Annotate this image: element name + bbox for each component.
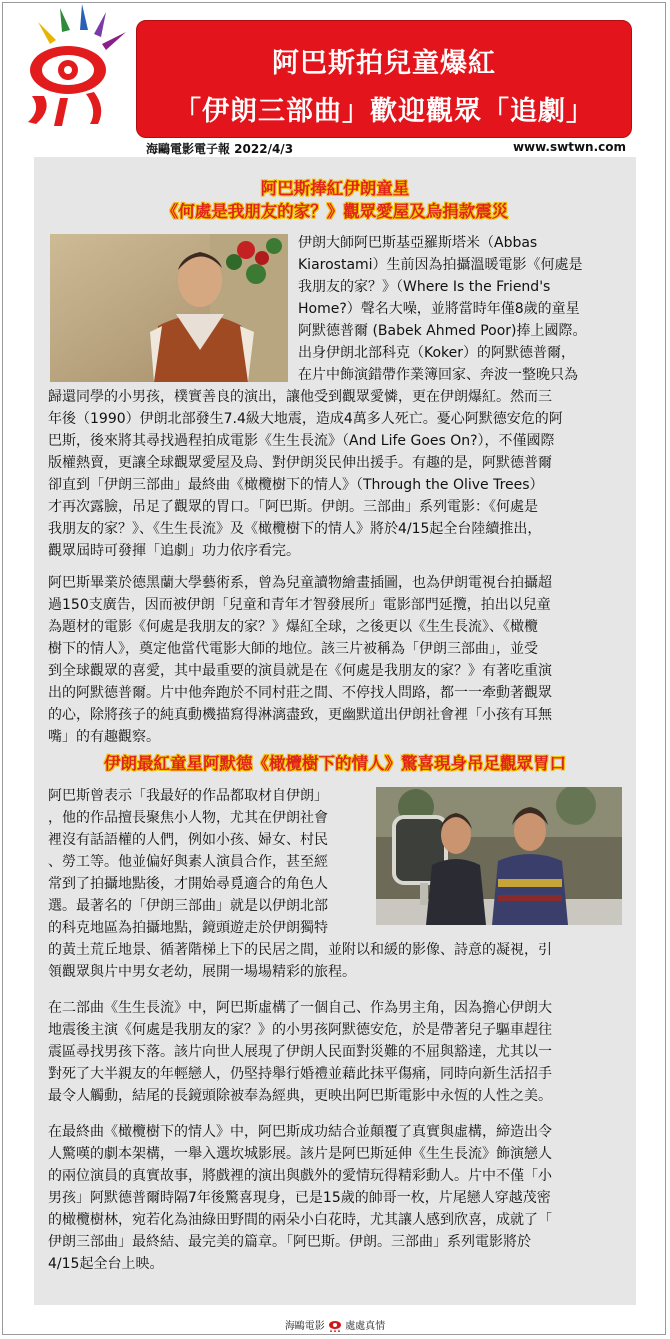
text-line: 嘴」的有趣觀察。	[48, 729, 160, 745]
text-line: 領觀眾與片中男女老幼，展開一場場精彩的旅程。	[48, 964, 356, 980]
text-line: ，他的作品擅長聚焦小人物，尤其在伊朗社會	[48, 810, 328, 826]
section1-full-text	[48, 386, 632, 562]
text-line: Kiarostami）生前因為拍攝溫暖電影《何處是	[298, 257, 583, 273]
text-line: 伊朗三部曲」最終結、最完美的篇章。「阿巴斯。伊朗。三部曲」系列電影將於	[48, 1234, 531, 1250]
headline-1-line2: 《何處是我朋友的家？》觀眾愛屋及烏捐款震災	[161, 202, 509, 221]
section5-text	[48, 1121, 632, 1275]
text-line: 的心，除將孩子的純真動機描寫得淋漓盡致，更幽默道出伊朗社會裡「小孩有耳無	[48, 707, 552, 723]
text-line: 巴斯，後來將其尋找過程拍成電影《生生長流》（And Life Goes On?），不僅國際	[48, 433, 555, 449]
text-line: 人驚嘆的劇本架構，一舉入選坎城影展。該片是阿巴斯延伸《生生長流》飾演戀人	[48, 1146, 552, 1162]
text-line: 到全球觀眾的喜愛，其中最重要的演員就是在《何處是我朋友的家？》有著吃重演	[48, 663, 552, 679]
website-url[interactable]: www.swtwn.com	[512, 140, 626, 154]
text-line: 歸還同學的小男孩，樸實善良的演出，讓他受到觀眾愛憐，更在伊朗爆紅。然而三	[48, 389, 552, 405]
text-line: 出身伊朗北部科克（Koker）的阿默德普爾，	[298, 345, 576, 361]
text-line: 觀眾屆時可發揮「追劇」功力依序看完。	[48, 543, 300, 559]
headline-2: 伊朗最紅童星阿默德《橄欖樹下的情人》驚喜現身吊足觀眾胃口	[104, 754, 566, 773]
text-line: 樹下的情人》，奠定他當代電影大師的地位。該三片被稱為「伊朗三部曲」，並受	[48, 641, 538, 657]
text-line: 卻直到「伊朗三部曲」最終曲《橄欖樹下的情人》（Through the Olive Trees）	[48, 477, 544, 493]
text-line: 、勞工等。他並偏好與素人演員合作，甚至經	[48, 854, 328, 870]
text-line: 的橄欖樹林，宛若化為油綠田野間的兩朵小白花時，尤其讓人感到欣喜，成就了「	[48, 1212, 552, 1228]
two-actors-photo	[376, 787, 622, 925]
seagull-logo-icon	[2, 0, 142, 130]
text-line: 年後（1990）伊朗北部發生7.4級大地震，造成4萬多人死亡。憂心阿默德安危的阿	[48, 411, 563, 427]
headline-1-line1: 阿巴斯捧紅伊朗童星	[260, 179, 410, 198]
text-line: 在二部曲《生生長流》中，阿巴斯虛構了一個自己、作為男主角，因為擔心伊朗大	[48, 1000, 552, 1016]
title-banner	[136, 20, 632, 138]
text-line: Home?）聲名大噪，並將當時年僅8歲的童星	[298, 301, 580, 317]
section4-text	[48, 997, 632, 1107]
text-line: 出的阿默德普爾。片中他奔跑於不同村莊之間、不停找人問路，都一一牽動著觀眾	[48, 685, 552, 701]
text-line: 的科克地區為拍攝地點，鏡頭遊走於伊朗獨特	[48, 920, 328, 936]
text-line: 最令人觸動，結尾的長鏡頭除被奉為經典，更映出阿巴斯電影中永恆的人性之美。	[48, 1088, 552, 1104]
article-panel	[34, 157, 636, 1305]
publication-date: 海鷗電影電子報 2022/4/3	[146, 142, 294, 156]
text-line: 過150支廣告，因而被伊朗「兒童和青年才智發展所」電影部門延攬，拍出以兒童	[48, 597, 551, 613]
section2-text	[48, 572, 632, 748]
seagull-mini-icon	[328, 1320, 342, 1332]
text-line: 我朋友的家？》（Where Is the Friend's	[298, 279, 551, 295]
text-line: 的兩位演員的真實故事，將戲裡的演出與戲外的愛情玩得精彩動人。片中不僅「小	[48, 1168, 552, 1184]
banner-title-line1: 阿巴斯拍兒童爆紅	[272, 48, 496, 79]
text-line: 我朋友的家？》、《生生長流》及《橄欖樹下的情人》將於4/15起全台陸續推出，	[48, 521, 542, 537]
text-line: 在片中飾演錯帶作業簿回家、奔波一整晚只為	[298, 367, 578, 383]
text-line: 男孩」阿默德普爾時隔7年後驚喜現身，已是15歲的帥哥一枚，片尾戀人穿越茂密	[48, 1190, 551, 1206]
text-line: 的黃土荒丘地景、循著階梯上下的民居之間，並附以和緩的影像、詩意的凝視，引	[48, 942, 552, 958]
text-line: 伊朗大師阿巴斯基亞羅斯塔米（Abbas	[298, 235, 538, 251]
section1-wrap-text	[298, 232, 628, 386]
text-line: 震區尋找男孩下落。該片向世人展現了伊朗人民面對災難的不屈與豁達，尤其以一	[48, 1044, 552, 1060]
footer-brand	[0, 1317, 670, 1332]
footer-brand-left: 海鷗電影	[284, 1321, 325, 1332]
text-line: 阿巴斯曾表示「我最好的作品都取材自伊朗」	[48, 788, 328, 804]
text-line: 在最終曲《橄欖樹下的情人》中，阿巴斯成功結合並顛覆了真實與虛構，締造出令	[48, 1124, 552, 1140]
text-line: 阿默德普爾 (Babek Ahmed Poor)捧上國際。	[298, 323, 587, 339]
text-line: 才再次露臉，吊足了觀眾的胃口。「阿巴斯。伊朗。三部曲」系列電影：《何處是	[48, 499, 538, 515]
section3-full-text	[48, 939, 632, 983]
text-line: 裡沒有話語權的人們，例如小孩、婦女、村民	[48, 832, 328, 848]
text-line: 阿巴斯畢業於德黑蘭大學藝術系，曾為兒童讀物繪畫插圖，也為伊朗電視台拍攝超	[48, 575, 552, 591]
text-line: 版權熱賣，更讓全球觀眾愛屋及烏、對伊朗災民伸出援手。有趣的是，阿默德普爾	[48, 455, 552, 471]
text-line: 選。最著名的「伊朗三部曲」就是以伊朗北部	[48, 898, 328, 914]
footer-brand-right: 處處真情	[345, 1321, 386, 1332]
text-line: 常到了拍攝地點後，才開始尋覓適合的角色人	[48, 876, 328, 892]
section3-wrap-text	[48, 785, 382, 939]
banner-title-line2: 「伊朗三部曲」歡迎觀眾「追劇」	[174, 96, 594, 127]
text-line: 4/15起全台上映。	[48, 1256, 164, 1272]
boy-portrait-photo	[50, 234, 288, 382]
text-line: 為題材的電影《何處是我朋友的家？》爆紅全球，之後更以《生生長流》、《橄欖	[48, 619, 538, 635]
text-line: 地震後主演《何處是我朋友的家？》的小男孩阿默德安危，於是帶著兒子驅車趕往	[48, 1022, 552, 1038]
text-line: 對死了大半親友的年輕戀人，仍堅持舉行婚禮並藉此抹平傷痛，同時向新生活招手	[48, 1066, 552, 1082]
